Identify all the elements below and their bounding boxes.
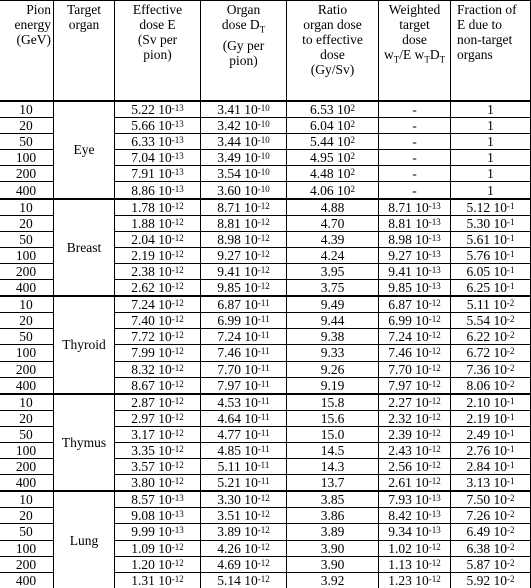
organ-dose-cell: 4.85 $10^{-11}$	[201, 442, 287, 458]
weighted-dose-cell: 8.71 $10^{-13}$	[379, 199, 451, 216]
organ-dose-cell: 4.77 $10^{-11}$	[201, 426, 287, 442]
ratio-cell: 4.39	[287, 231, 379, 247]
fraction-cell: 2.84 $10^{-1}$	[451, 459, 531, 475]
weighted-dose-cell: 2.56 $10^{-12}$	[379, 459, 451, 475]
pion-energy-cell: 200	[0, 556, 54, 572]
weighted-dose-cell: 9.34 $10^{-13}$	[379, 524, 451, 540]
organ-dose-cell: 3.41 $10^{-10}$	[201, 101, 287, 118]
organ-dose-cell: 8.98 $10^{-12}$	[201, 231, 287, 247]
organ-dose-cell: 4.69 $10^{-12}$	[201, 556, 287, 572]
fraction-cell: 7.36 $10^{-2}$	[451, 361, 531, 377]
weighted-dose-cell: 1.23 $10^{-12}$	[379, 572, 451, 588]
fraction-cell: 1	[451, 150, 531, 166]
weighted-dose-cell: 7.46 $10^{-12}$	[379, 345, 451, 361]
ratio-cell: 3.95	[287, 263, 379, 279]
effective-dose-cell: 3.35 $10^{-12}$	[115, 442, 201, 458]
effective-dose-cell: 2.87 $10^{-12}$	[115, 394, 201, 411]
organ-dose-cell: 6.87 $10^{-11}$	[201, 296, 287, 313]
pion-energy-cell: 50	[0, 524, 54, 540]
effective-dose-cell: 7.99 $10^{-12}$	[115, 345, 201, 361]
table-row	[0, 296, 531, 313]
fraction-cell: 5.11 $10^{-2}$	[451, 296, 531, 313]
weighted-dose-cell: -	[379, 182, 451, 199]
pion-energy-cell: 20	[0, 508, 54, 524]
header-ratio: Ratio organ dose to effective dose (Gy/Sv)	[287, 1, 379, 102]
target-organ-cell: Lung	[54, 491, 115, 588]
effective-dose-cell: 9.99 $10^{-13}$	[115, 524, 201, 540]
fraction-cell: 2.19 $10^{-1}$	[451, 410, 531, 426]
organ-dose-cell: 9.27 $10^{-12}$	[201, 247, 287, 263]
fraction-cell: 8.06 $10^{-2}$	[451, 377, 531, 394]
pion-energy-cell: 10	[0, 101, 54, 118]
pion-energy-cell: 20	[0, 118, 54, 134]
ratio-cell: 3.92	[287, 572, 379, 588]
weighted-dose-cell: 9.27 $10^{-13}$	[379, 247, 451, 263]
pion-energy-cell: 10	[0, 199, 54, 216]
weighted-dose-cell: 9.85 $10^{-13}$	[379, 280, 451, 297]
ratio-cell: 15.8	[287, 394, 379, 411]
effective-dose-cell: 7.40 $10^{-12}$	[115, 313, 201, 329]
ratio-cell: 3.85	[287, 491, 379, 508]
weighted-dose-cell: 7.24 $10^{-12}$	[379, 329, 451, 345]
pion-energy-cell: 50	[0, 134, 54, 150]
pion-energy-cell: 400	[0, 182, 54, 199]
weighted-dose-cell: 2.43 $10^{-12}$	[379, 442, 451, 458]
organ-dose-cell: 7.97 $10^{-11}$	[201, 377, 287, 394]
effective-dose-cell: 1.20 $10^{-12}$	[115, 556, 201, 572]
weighted-dose-cell: 6.99 $10^{-12}$	[379, 313, 451, 329]
pion-energy-cell: 100	[0, 540, 54, 556]
header-effective-dose: Effective dose E (Sv per pion)	[115, 1, 201, 102]
pion-energy-cell: 200	[0, 459, 54, 475]
target-organ-cell: Breast	[54, 199, 115, 297]
fraction-cell: 6.72 $10^{-2}$	[451, 345, 531, 361]
table-row	[0, 101, 531, 118]
header-fraction-non-target: Fraction of E due to non-target organs	[451, 1, 531, 102]
table-row	[0, 491, 531, 508]
effective-dose-cell: 2.62 $10^{-12}$	[115, 280, 201, 297]
fraction-cell: 6.49 $10^{-2}$	[451, 524, 531, 540]
organ-dose-cell: 4.26 $10^{-12}$	[201, 540, 287, 556]
effective-dose-cell: 1.31 $10^{-12}$	[115, 572, 201, 588]
ratio-cell: 4.70	[287, 215, 379, 231]
organ-dose-cell: 8.81 $10^{-12}$	[201, 215, 287, 231]
ratio-cell: 3.90	[287, 540, 379, 556]
organ-dose-cell: 5.14 $10^{-12}$	[201, 572, 287, 588]
effective-dose-cell: 2.04 $10^{-12}$	[115, 231, 201, 247]
organ-dose-cell: 3.44 $10^{-10}$	[201, 134, 287, 150]
ratio-cell: 9.19	[287, 377, 379, 394]
weighted-dose-cell: 7.93 $10^{-13}$	[379, 491, 451, 508]
organ-dose-cell: 9.85 $10^{-12}$	[201, 280, 287, 297]
pion-energy-cell: 400	[0, 280, 54, 297]
fraction-cell: 5.76 $10^{-1}$	[451, 247, 531, 263]
effective-dose-cell: 3.80 $10^{-12}$	[115, 475, 201, 492]
ratio-cell: 3.89	[287, 524, 379, 540]
effective-dose-cell: 6.33 $10^{-13}$	[115, 134, 201, 150]
ratio-cell: 3.75	[287, 280, 379, 297]
ratio-cell: 9.38	[287, 329, 379, 345]
organ-dose-cell: 4.64 $10^{-11}$	[201, 410, 287, 426]
fraction-cell: 5.12 $10^{-1}$	[451, 199, 531, 216]
organ-dose-cell: 3.30 $10^{-12}$	[201, 491, 287, 508]
weighted-dose-cell: 1.02 $10^{-12}$	[379, 540, 451, 556]
effective-dose-cell: 7.72 $10^{-12}$	[115, 329, 201, 345]
weighted-dose-cell: 8.42 $10^{-13}$	[379, 508, 451, 524]
fraction-cell: 7.26 $10^{-2}$	[451, 508, 531, 524]
pion-energy-cell: 400	[0, 377, 54, 394]
pion-energy-cell: 50	[0, 426, 54, 442]
effective-dose-cell: 8.32 $10^{-12}$	[115, 361, 201, 377]
weighted-dose-cell: 8.81 $10^{-13}$	[379, 215, 451, 231]
fraction-cell: 5.87 $10^{-2}$	[451, 556, 531, 572]
organ-dose-cell: 3.54 $10^{-10}$	[201, 166, 287, 182]
pion-energy-cell: 20	[0, 313, 54, 329]
ratio-cell: 4.06 $10^2$	[287, 182, 379, 199]
effective-dose-cell: 1.09 $10^{-12}$	[115, 540, 201, 556]
ratio-cell: 4.88	[287, 199, 379, 216]
table-row	[0, 394, 531, 411]
pion-energy-cell: 200	[0, 263, 54, 279]
fraction-cell: 1	[451, 101, 531, 118]
fraction-cell: 5.30 $10^{-1}$	[451, 215, 531, 231]
pion-energy-cell: 200	[0, 361, 54, 377]
effective-dose-cell: 8.86 $10^{-13}$	[115, 182, 201, 199]
fraction-cell: 1	[451, 166, 531, 182]
pion-energy-cell: 10	[0, 296, 54, 313]
pion-energy-cell: 20	[0, 215, 54, 231]
effective-dose-cell: 2.38 $10^{-12}$	[115, 263, 201, 279]
pion-energy-cell: 100	[0, 247, 54, 263]
pion-energy-cell: 400	[0, 475, 54, 492]
ratio-cell: 9.33	[287, 345, 379, 361]
effective-dose-cell: 7.04 $10^{-13}$	[115, 150, 201, 166]
effective-dose-cell: 2.97 $10^{-12}$	[115, 410, 201, 426]
table-body	[0, 101, 531, 588]
pion-energy-cell: 20	[0, 410, 54, 426]
effective-dose-cell: 7.91 $10^{-13}$	[115, 166, 201, 182]
ratio-cell: 3.86	[287, 508, 379, 524]
effective-dose-cell: 1.88 $10^{-12}$	[115, 215, 201, 231]
ratio-cell: 9.49	[287, 296, 379, 313]
weighted-dose-cell: -	[379, 101, 451, 118]
pion-energy-cell: 100	[0, 150, 54, 166]
weighted-dose-cell: 9.41 $10^{-13}$	[379, 263, 451, 279]
ratio-cell: 4.24	[287, 247, 379, 263]
header-pion-energy: Pion energy (GeV)	[0, 1, 54, 102]
weighted-dose-cell: 6.87 $10^{-12}$	[379, 296, 451, 313]
organ-dose-cell: 3.89 $10^{-12}$	[201, 524, 287, 540]
effective-dose-cell: 5.22 $10^{-13}$	[115, 101, 201, 118]
effective-dose-cell: 9.08 $10^{-13}$	[115, 508, 201, 524]
header-organ-dose: Organ dose $D_T$ (Gy per pion)	[201, 1, 287, 102]
organ-dose-cell: 5.21 $10^{-11}$	[201, 475, 287, 492]
table-row	[0, 199, 531, 216]
pion-energy-cell: 50	[0, 329, 54, 345]
fraction-cell: 2.49 $10^{-1}$	[451, 426, 531, 442]
effective-dose-cell: 2.19 $10^{-12}$	[115, 247, 201, 263]
effective-dose-cell: 3.57 $10^{-12}$	[115, 459, 201, 475]
ratio-cell: 15.6	[287, 410, 379, 426]
organ-dose-cell: 7.24 $10^{-11}$	[201, 329, 287, 345]
ratio-cell: 13.7	[287, 475, 379, 492]
weighted-dose-cell: 1.13 $10^{-12}$	[379, 556, 451, 572]
weighted-dose-cell: 2.39 $10^{-12}$	[379, 426, 451, 442]
pion-energy-cell: 400	[0, 572, 54, 588]
fraction-cell: 7.50 $10^{-2}$	[451, 491, 531, 508]
weighted-dose-cell: 2.32 $10^{-12}$	[379, 410, 451, 426]
effective-dose-cell: 8.57 $10^{-13}$	[115, 491, 201, 508]
weighted-dose-cell: -	[379, 134, 451, 150]
organ-dose-cell: 8.71 $10^{-12}$	[201, 199, 287, 216]
organ-dose-cell: 3.49 $10^{-10}$	[201, 150, 287, 166]
effective-dose-cell: 7.24 $10^{-12}$	[115, 296, 201, 313]
ratio-cell: 4.95 $10^2$	[287, 150, 379, 166]
weighted-dose-cell: -	[379, 150, 451, 166]
ratio-cell: 9.26	[287, 361, 379, 377]
organ-dose-cell: 3.51 $10^{-12}$	[201, 508, 287, 524]
fraction-cell: 5.61 $10^{-1}$	[451, 231, 531, 247]
fraction-cell: 6.05 $10^{-1}$	[451, 263, 531, 279]
weighted-dose-cell: 2.27 $10^{-12}$	[379, 394, 451, 411]
ratio-cell: 3.90	[287, 556, 379, 572]
pion-energy-cell: 50	[0, 231, 54, 247]
fraction-cell: 6.22 $10^{-2}$	[451, 329, 531, 345]
pion-energy-cell: 100	[0, 345, 54, 361]
fraction-cell: 1	[451, 118, 531, 134]
ratio-cell: 6.04 $10^2$	[287, 118, 379, 134]
fraction-cell: 1	[451, 182, 531, 199]
effective-dose-cell: 8.67 $10^{-12}$	[115, 377, 201, 394]
fraction-cell: 5.54 $10^{-2}$	[451, 313, 531, 329]
pion-energy-cell: 100	[0, 442, 54, 458]
header-weighted-target-dose: Weighted target dose $w_T/E$ $w_TD_T$	[379, 1, 451, 102]
target-organ-cell: Thyroid	[54, 296, 115, 394]
ratio-cell: 14.5	[287, 442, 379, 458]
fraction-cell: 3.13 $10^{-1}$	[451, 475, 531, 492]
ratio-cell: 14.3	[287, 459, 379, 475]
organ-dose-cell: 6.99 $10^{-11}$	[201, 313, 287, 329]
fraction-cell: 6.25 $10^{-1}$	[451, 280, 531, 297]
organ-dose-cell: 3.60 $10^{-10}$	[201, 182, 287, 199]
fraction-cell: 2.76 $10^{-1}$	[451, 442, 531, 458]
effective-dose-cell: 3.17 $10^{-12}$	[115, 426, 201, 442]
fraction-cell: 2.10 $10^{-1}$	[451, 394, 531, 411]
ratio-cell: 5.44 $10^2$	[287, 134, 379, 150]
weighted-dose-cell: -	[379, 166, 451, 182]
organ-dose-cell: 4.53 $10^{-11}$	[201, 394, 287, 411]
header-target-organ: Target organ	[54, 1, 115, 102]
effective-dose-cell: 5.66 $10^{-13}$	[115, 118, 201, 134]
weighted-dose-cell: 8.98 $10^{-13}$	[379, 231, 451, 247]
pion-energy-cell: 10	[0, 394, 54, 411]
organ-dose-cell: 7.46 $10^{-11}$	[201, 345, 287, 361]
ratio-cell: 6.53 $10^2$	[287, 101, 379, 118]
ratio-cell: 9.44	[287, 313, 379, 329]
fraction-cell: 6.38 $10^{-2}$	[451, 540, 531, 556]
target-organ-cell: Eye	[54, 101, 115, 199]
weighted-dose-cell: 2.61 $10^{-12}$	[379, 475, 451, 492]
weighted-dose-cell: 7.70 $10^{-12}$	[379, 361, 451, 377]
weighted-dose-cell: -	[379, 118, 451, 134]
organ-dose-cell: 9.41 $10^{-12}$	[201, 263, 287, 279]
weighted-dose-cell: 7.97 $10^{-12}$	[379, 377, 451, 394]
effective-dose-cell: 1.78 $10^{-12}$	[115, 199, 201, 216]
organ-dose-cell: 5.11 $10^{-11}$	[201, 459, 287, 475]
header-row	[0, 1, 531, 102]
organ-dose-cell: 7.70 $10^{-11}$	[201, 361, 287, 377]
ratio-cell: 15.0	[287, 426, 379, 442]
pion-energy-cell: 200	[0, 166, 54, 182]
ratio-cell: 4.48 $10^2$	[287, 166, 379, 182]
target-organ-cell: Thymus	[54, 394, 115, 492]
fraction-cell: 5.92 $10^{-2}$	[451, 572, 531, 588]
fraction-cell: 1	[451, 134, 531, 150]
pion-energy-cell: 10	[0, 491, 54, 508]
organ-dose-cell: 3.42 $10^{-10}$	[201, 118, 287, 134]
